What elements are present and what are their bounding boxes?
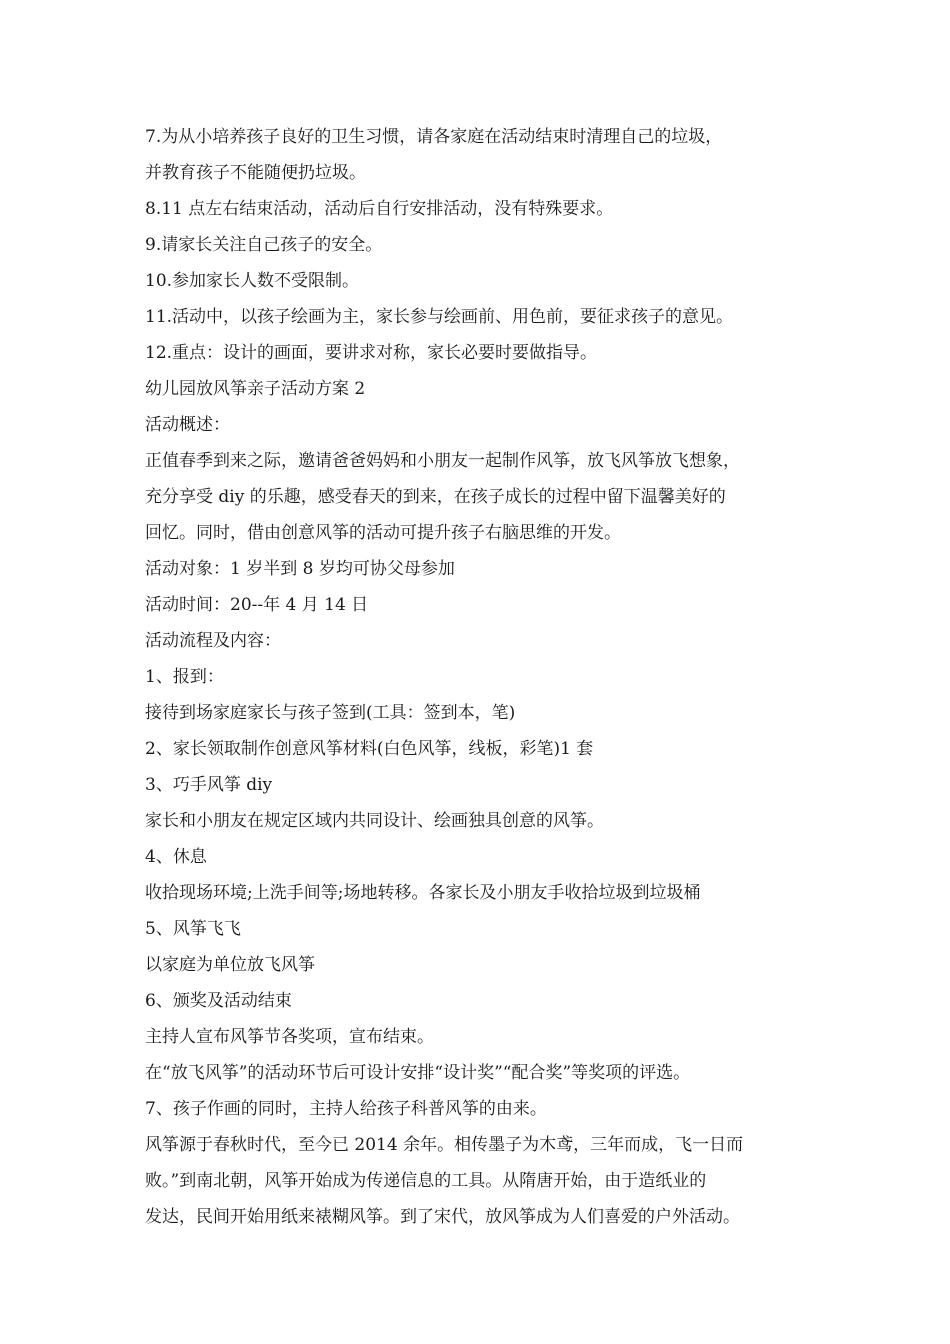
text-line: 风筝源于春秋时代，至今已 2014 余年。相传墨子为木鸢，三年而成，飞一日而	[145, 1135, 744, 1155]
text-line: 10.参加家长人数不受限制。	[145, 271, 360, 291]
text-line: 充分享受 diy 的乐趣，感受春天的到来，在孩子成长的过程中留下温馨美好的	[145, 487, 726, 507]
text-line: 活动对象：1 岁半到 8 岁均可协父母参加	[145, 559, 455, 579]
text-line: 3、巧手风筝 diy	[145, 775, 273, 795]
document-body	[145, 119, 835, 1235]
text-line: 正值春季到来之际，邀请爸爸妈妈和小朋友一起制作风筝，放飞风筝放飞想象，	[145, 451, 740, 471]
text-line: 回忆。同时，借由创意风筝的活动可提升孩子右脑思维的开发。	[145, 523, 621, 543]
text-line: 12.重点：设计的画面，要讲求对称，家长必要时要做指导。	[145, 343, 598, 363]
text-line: 以家庭为单位放飞风筝	[145, 955, 315, 975]
text-line: 7.为从小培养孩子良好的卫生习惯，请各家庭在活动结束时清理自己的垃圾，	[145, 127, 723, 147]
text-line: 活动流程及内容：	[145, 631, 281, 651]
text-line: 并教育孩子不能随便扔垃圾。	[145, 163, 366, 183]
text-line: 11.活动中，以孩子绘画为主，家长参与绘画前、用色前，要征求孩子的意见。	[145, 307, 734, 327]
text-line: 8.11 点左右结束活动，活动后自行安排活动，没有特殊要求。	[145, 199, 614, 219]
text-line: 9.请家长关注自己孩子的安全。	[145, 235, 383, 255]
text-line: 4、休息	[145, 847, 207, 867]
text-line: 活动概述：	[145, 415, 230, 435]
text-line: 收拾现场环境;上洗手间等;场地转移。各家长及小朋友手收拾垃圾到垃圾桶	[145, 883, 701, 903]
text-line: 7、孩子作画的同时，主持人给孩子科普风筝的由来。	[145, 1099, 547, 1119]
text-line: 家长和小朋友在规定区域内共同设计、绘画独具创意的风筝。	[145, 811, 604, 831]
text-line: 接待到场家庭家长与孩子签到(工具：签到本，笔)	[145, 703, 516, 723]
text-line: 1、报到：	[145, 667, 224, 687]
text-line: 活动时间：20--年 4 月 14 日	[145, 595, 369, 615]
text-line: 发达，民间开始用纸来裱糊风筝。到了宋代，放风筝成为人们喜爱的户外活动。	[145, 1207, 740, 1227]
text-line: 5、风筝飞飞	[145, 919, 241, 939]
text-line: 2、家长领取制作创意风筝材料(白色风筝，线板，彩笔)1 套	[145, 739, 594, 759]
section-title: 幼儿园放风筝亲子活动方案 2	[145, 379, 366, 399]
text-line: 在“放飞风筝”的活动环节后可设计安排“设计奖”“配合奖”等奖项的评选。	[145, 1063, 691, 1083]
text-line: 6、颁奖及活动结束	[145, 991, 292, 1011]
text-line: 主持人宣布风筝节各奖项，宣布结束。	[145, 1027, 434, 1047]
text-line: 败。”到南北朝，风筝开始成为传递信息的工具。从隋唐开始，由于造纸业的	[145, 1171, 707, 1191]
